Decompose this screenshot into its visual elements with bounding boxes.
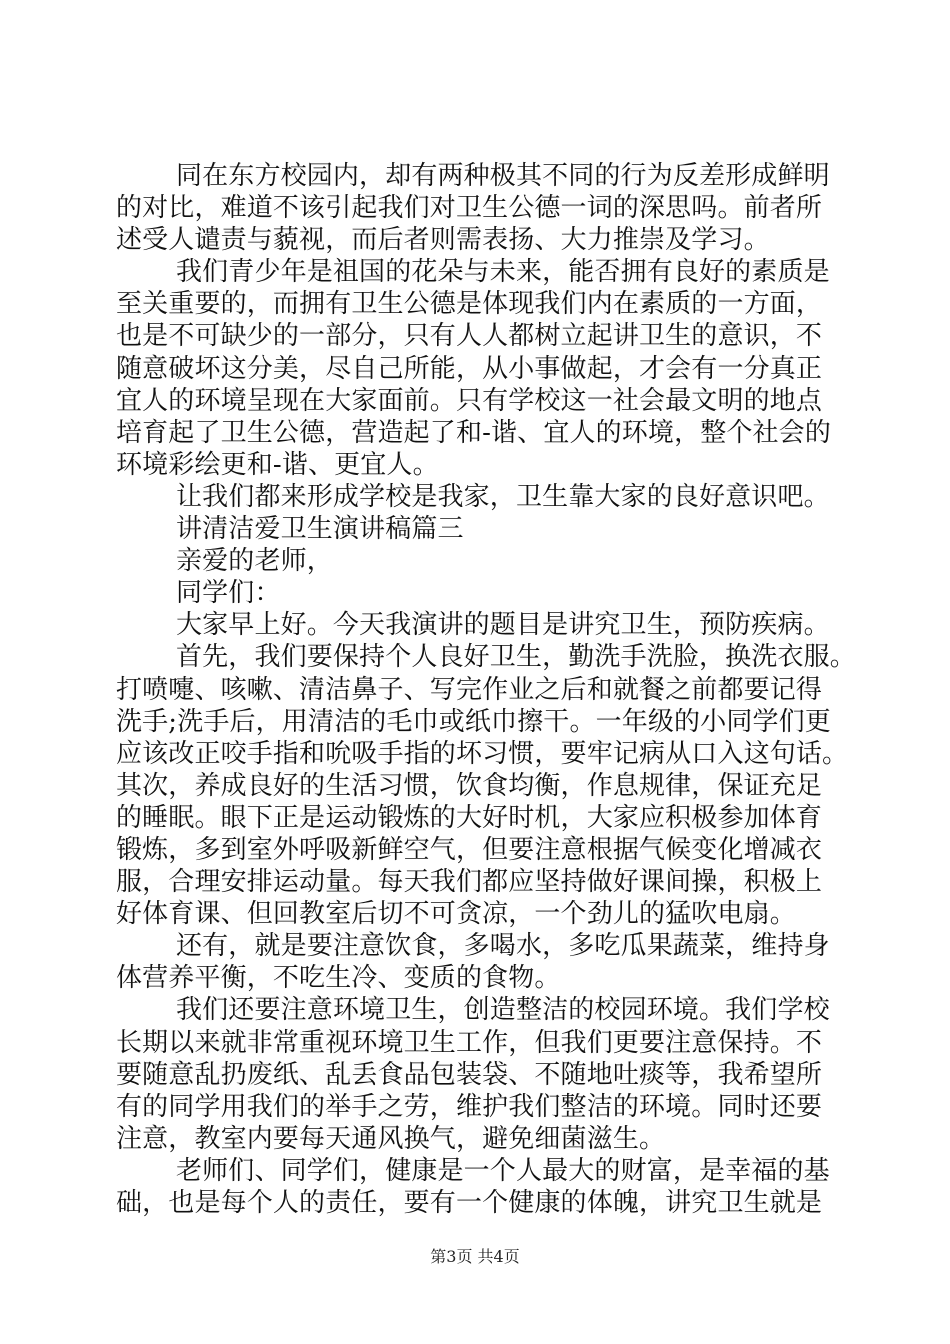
text-line: 我们还要注意环境卫生，创造整洁的校园环境。我们学校 (176, 995, 830, 1026)
text-line: 培育起了卫生公德，营造起了和-谐、宜人的环境，整个社会的 (116, 417, 831, 448)
text-line: 随意破坏这分美，尽自己所能，从小事做起，才会有一分真正 (116, 353, 823, 384)
text-line: 长期以来就非常重视环境卫生工作，但我们更要注意保持。不 (116, 1027, 823, 1058)
text-line: 洗手;洗手后，用清洁的毛巾或纸巾擦干。一年级的小同学们更 (116, 706, 831, 737)
text-line: 其次，养成良好的生活习惯，饮食均衡，作息规律，保证充足 (116, 770, 823, 801)
text-line: 服，合理安排运动量。每天我们都应坚持做好课间操，积极上 (116, 867, 823, 898)
text-line: 让我们都来形成学校是我家，卫生靠大家的良好意识吧。 (176, 481, 830, 512)
text-line: 至关重要的，而拥有卫生公德是体现我们内在素质的一方面， (116, 289, 823, 320)
text-line: 锻炼，多到室外呼吸新鲜空气，但要注意根据气候变化增减衣 (116, 834, 823, 865)
text-line: 应该改正咬手指和吮吸手指的坏习惯，要牢记病从口入这句话。 (116, 738, 849, 769)
page-footer (0, 1244, 950, 1267)
text-line: 的睡眠。眼下正是运动锻炼的大好时机，大家应积极参加体育 (116, 802, 823, 833)
salutation-line: 亲爱的老师， (176, 546, 333, 577)
text-line: 好体育课、但回教室后切不可贪凉，一个劲儿的猛吹电扇。 (116, 899, 796, 930)
text-line: 础，也是每个人的责任，要有一个健康的体魄，讲究卫生就是 (116, 1188, 823, 1218)
document-body (116, 160, 856, 1219)
text-line: 还有，就是要注意饮食，多喝水，多吃瓜果蔬菜，维持身 (176, 931, 830, 962)
page-number: 第3页 共4页 (430, 1247, 520, 1266)
salutation-line: 同学们： (176, 578, 281, 609)
text-line: 老师们、同学们，健康是一个人最大的财富，是幸福的基 (176, 1155, 830, 1186)
text-line: 述受人谴责与藐视，而后者则需表扬、大力推崇及学习。 (116, 225, 770, 256)
text-line: 打喷嚏、咳嗽、清洁鼻子、写完作业之后和就餐之前都要记得 (116, 674, 823, 705)
section-heading: 讲清洁爱卫生演讲稿篇三 (176, 514, 464, 545)
text-line: 我们青少年是祖国的花朵与未来，能否拥有良好的素质是 (176, 257, 830, 288)
text-line: 也是不可缺少的一部分，只有人人都树立起讲卫生的意识，不 (116, 321, 823, 352)
text-line: 宜人的环境呈现在大家面前。只有学校这一社会最文明的地点 (116, 385, 823, 416)
text-line: 有的同学用我们的举手之劳，维护我们整洁的环境。同时还要 (116, 1091, 823, 1122)
text-line: 大家早上好。今天我演讲的题目是讲究卫生，预防疾病。 (176, 610, 830, 641)
text-line: 的对比，难道不该引起我们对卫生公德一词的深思吗。前者所 (116, 193, 823, 224)
text-line: 注意，教室内要每天通风换气，避免细菌滋生。 (116, 1123, 666, 1154)
text-line: 环境彩绘更和-谐、更宜人。 (116, 449, 439, 480)
text-line: 要随意乱扔废纸、乱丢食品包装袋、不随地吐痰等，我希望所 (116, 1059, 823, 1090)
text-line: 同在东方校园内，却有两种极其不同的行为反差形成鲜明 (176, 161, 830, 191)
text-line: 首先，我们要保持个人良好卫生，勤洗手洗脸，换洗衣服。 (176, 642, 856, 673)
text-line: 体营养平衡，不吃生冷、变质的食物。 (116, 963, 561, 994)
